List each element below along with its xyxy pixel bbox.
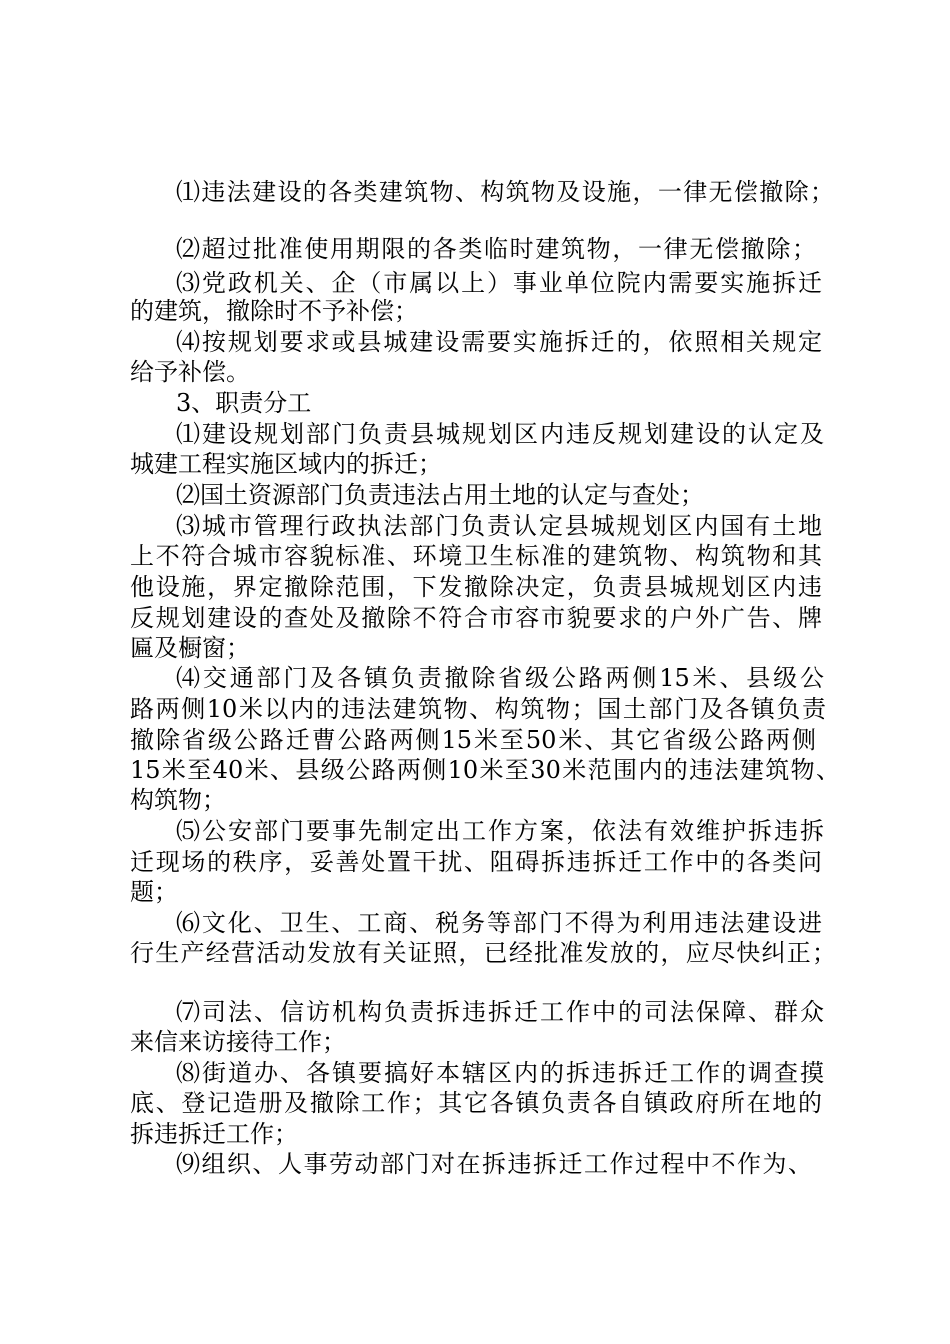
text-line: 的建筑，撤除时不予补偿； (130, 297, 418, 325)
text-line: ⑹文化、卫生、工商、税务等部门不得为利用违法建设进 (176, 909, 822, 937)
text-line: 匾及橱窗； (130, 634, 250, 662)
text-line: 反规划建设的查处及撤除不符合市容市貌要求的户外广告、牌 (130, 604, 822, 632)
text-line: ⑵超过批准使用期限的各类临时建筑物，一律无偿撤除； (176, 235, 816, 263)
text-line: 来信来访接待工作； (130, 1028, 346, 1056)
text-line: 迁现场的秩序，妥善处置干扰、阻碍拆违拆迁工作中的各类问 (130, 848, 822, 876)
text-line: ⑻街道办、各镇要搞好本辖区内的拆违拆迁工作的调查摸 (176, 1059, 824, 1087)
text-line: 上不符合城市容貌标准、环境卫生标准的建筑物、构筑物和其 (130, 542, 822, 570)
text-line: ⑴建设规划部门负责县城规划区内违反规划建设的认定及 (176, 420, 824, 448)
text-line: 路两侧10米以内的违法建筑物、构筑物；国土部门及各镇负责 (130, 695, 826, 723)
text-line: 撤除省级公路迁曹公路两侧15米至50米、其它省级公路两侧 (130, 726, 816, 754)
text-line: 拆违拆迁工作； (130, 1120, 298, 1148)
text-line: ⑷交通部门及各镇负责撤除省级公路两侧15米、县级公 (176, 664, 824, 692)
text-line: ⑸公安部门要事先制定出工作方案，依法有效维护拆违拆 (176, 817, 824, 845)
section-heading: 3、职责分工 (176, 389, 312, 417)
text-line: ⑴违法建设的各类建筑物、构筑物及设施，一律无偿撤除； (176, 178, 834, 206)
text-line: 构筑物； (130, 786, 226, 814)
text-line: ⑼组织、人事劳动部门对在拆违拆迁工作过程中不作为、 (176, 1150, 812, 1178)
text-line: 他设施，界定撤除范围，下发撤除决定，负责县城规划区内违 (130, 573, 822, 601)
text-line: ⑺司法、信访机构负责拆违拆迁工作中的司法保障、群众 (176, 998, 824, 1026)
text-line: 城建工程实施区域内的拆迁； (130, 450, 442, 478)
text-line: ⑶党政机关、企（市属以上）事业单位院内需要实施拆迁 (176, 269, 822, 297)
text-line: ⑵国土资源部门负责违法占用土地的认定与查处； (176, 481, 704, 509)
text-line: ⑶城市管理行政执法部门负责认定县城规划区内国有土地 (176, 512, 822, 540)
text-line: 底、登记造册及撤除工作；其它各镇负责各自镇政府所在地的 (130, 1089, 822, 1117)
text-line: 题； (130, 878, 178, 906)
text-line: ⑷按规划要求或县城建设需要实施拆迁的，依照相关规定 (176, 328, 822, 356)
text-line: 给予补偿。 (130, 358, 250, 386)
text-line: 15米至40米、县级公路两侧10米至30米范围内的违法建筑物、 (130, 756, 840, 784)
text-line: 行生产经营活动发放有关证照，已经批准发放的，应尽快纠正； (130, 939, 836, 967)
